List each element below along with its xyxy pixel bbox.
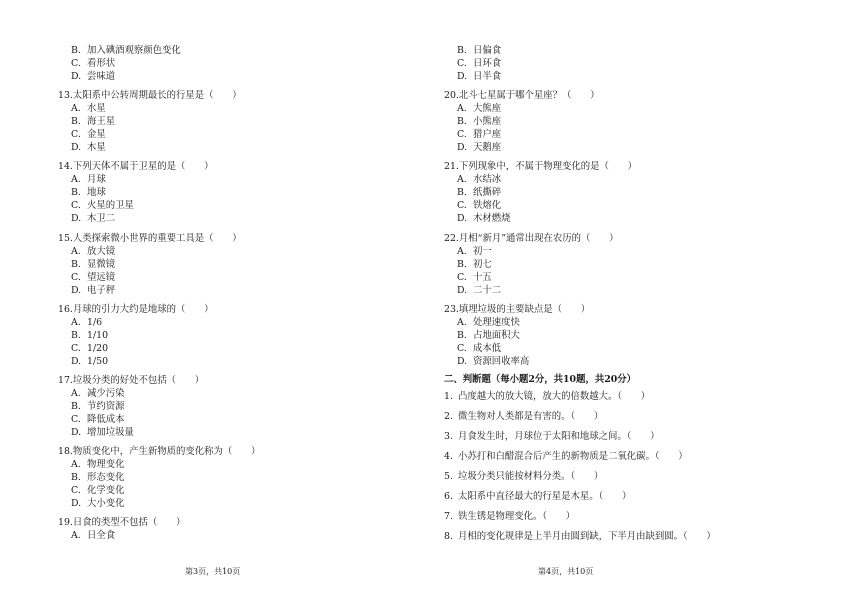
item-text: 小苏打和白醋混合后产生的新物质是二氧化碳。（ ） <box>458 450 688 462</box>
option <box>58 271 388 284</box>
option-text: 资源回收率高 <box>473 355 530 367</box>
option-text: 1/10 <box>87 329 109 341</box>
option-text: 成本低 <box>473 342 502 354</box>
item-number: 8. <box>444 530 453 542</box>
option-text: 水星 <box>87 103 106 115</box>
item-number: 6. <box>444 490 453 502</box>
question-text: 填埋垃圾的主要缺点是（ ） <box>458 303 591 315</box>
option-letter: A. <box>71 387 81 399</box>
option-letter: B. <box>71 329 81 341</box>
item-number: 4. <box>444 450 453 462</box>
option-letter: D. <box>457 213 468 225</box>
option-text: 天鹅座 <box>473 142 502 154</box>
item-text: 微生物对人类都是有害的。（ ） <box>458 410 604 422</box>
option <box>58 44 388 57</box>
left-column <box>58 44 388 542</box>
option <box>58 199 388 212</box>
option-text: 放大镜 <box>87 245 116 257</box>
option <box>444 212 774 225</box>
option <box>444 141 774 154</box>
option <box>444 128 774 141</box>
option <box>444 70 774 83</box>
question-text: 下列天体不属于卫星的是（ ） <box>72 161 214 173</box>
item-text: 垃圾分类只能按材料分类。（ ） <box>458 470 604 482</box>
option-text: 猎户座 <box>473 129 502 141</box>
option-letter: D. <box>71 355 82 367</box>
option-letter: B. <box>71 45 81 56</box>
option <box>58 426 388 439</box>
option-letter: B. <box>457 258 467 270</box>
option-text: 大熊座 <box>473 103 502 115</box>
option-text: 降低成本 <box>87 413 125 425</box>
option <box>58 102 388 115</box>
option-text: 节约资源 <box>87 400 125 412</box>
option <box>58 497 388 510</box>
true-false-item <box>444 467 774 487</box>
option-letter: B. <box>71 258 81 270</box>
option <box>444 199 774 212</box>
option-text: 日偏食 <box>473 45 502 56</box>
option-letter: C. <box>71 129 81 141</box>
option-text: 增加垃圾量 <box>87 426 134 438</box>
option-text: 木卫二 <box>87 213 116 225</box>
question-stem <box>58 445 388 458</box>
question-number: 14. <box>58 161 73 173</box>
option-text: 日半食 <box>473 71 502 82</box>
option <box>444 173 774 186</box>
option <box>58 57 388 70</box>
option-letter: C. <box>71 485 81 497</box>
item-text: 凸度越大的放大镜，放大的倍数越大。（ ） <box>458 390 651 402</box>
option-letter: C. <box>71 413 81 425</box>
option <box>444 271 774 284</box>
option-text: 铁熔化 <box>473 200 502 212</box>
question-text: 月相“新月”通常出现在农历的（ ） <box>458 232 619 244</box>
option <box>444 316 774 329</box>
true-false-item <box>444 407 774 427</box>
option <box>444 245 774 258</box>
option-letter: B. <box>71 472 81 484</box>
option-letter: D. <box>457 71 468 82</box>
option-text: 月球 <box>87 174 106 186</box>
option-text: 海王星 <box>87 116 116 128</box>
option-letter: C. <box>457 58 467 69</box>
option <box>58 115 388 128</box>
question-number: 23. <box>444 303 459 315</box>
option-letter: C. <box>71 200 81 212</box>
option-text: 小熊座 <box>473 116 502 128</box>
question-stem <box>58 516 388 529</box>
option <box>58 186 388 199</box>
question-text: 日食的类型不包括（ ） <box>72 517 186 529</box>
option-letter: C. <box>457 200 467 212</box>
option <box>444 258 774 271</box>
question-text: 物质变化中，产生新物质的变化称为（ ） <box>72 446 261 458</box>
option <box>58 471 388 484</box>
option <box>58 387 388 400</box>
option <box>58 245 388 258</box>
option-letter: C. <box>457 342 467 354</box>
option <box>444 284 774 297</box>
option-text: 二十二 <box>473 284 502 296</box>
option-letter: D. <box>457 355 468 367</box>
item-text: 月食发生时，月球位于太阳和地球之间。（ ） <box>458 430 660 442</box>
option-letter: B. <box>71 187 81 199</box>
option-text: 大小变化 <box>87 498 125 510</box>
question-stem <box>58 160 388 173</box>
option-letter: B. <box>457 116 467 128</box>
option-letter: D. <box>71 213 82 225</box>
question-number: 17. <box>58 374 73 386</box>
option-letter: A. <box>71 316 81 328</box>
question-stem <box>444 303 774 316</box>
option <box>58 355 388 368</box>
true-false-item <box>444 427 774 447</box>
option <box>58 400 388 413</box>
option-text: 纸撕碎 <box>473 187 502 199</box>
option-letter: B. <box>457 329 467 341</box>
option-text: 火星的卫星 <box>87 200 134 212</box>
option-letter: A. <box>71 245 81 257</box>
question-stem <box>58 232 388 245</box>
option-letter: A. <box>71 530 81 542</box>
page-footer-left: 第3页，共10页 <box>185 567 241 576</box>
option-text: 日环食 <box>473 58 502 69</box>
item-number: 2. <box>444 410 453 422</box>
question-stem <box>444 232 774 245</box>
question-text: 下列现象中，不属于物理变化的是（ ） <box>458 161 638 173</box>
option-text: 初七 <box>473 258 492 270</box>
option-letter: A. <box>71 459 81 471</box>
question-stem <box>58 303 388 316</box>
option-text: 尝味道 <box>87 71 116 82</box>
option <box>58 284 388 297</box>
option <box>444 342 774 355</box>
question-stem <box>58 374 388 387</box>
option-text: 化学变化 <box>87 485 125 497</box>
option-text: 显微镜 <box>87 258 116 270</box>
option <box>444 115 774 128</box>
option <box>444 186 774 199</box>
item-number: 5. <box>444 470 453 482</box>
option-letter: D. <box>457 284 468 296</box>
option-text: 十五 <box>473 271 492 283</box>
option-letter: D. <box>457 142 468 154</box>
option <box>58 70 388 83</box>
option-letter: A. <box>457 245 467 257</box>
option-letter: D. <box>71 498 82 510</box>
option <box>58 316 388 329</box>
option-letter: A. <box>457 103 467 115</box>
option <box>58 529 388 542</box>
option-text: 加入碘酒观察颜色变化 <box>87 45 181 56</box>
option-text: 日全食 <box>87 530 116 542</box>
question-text: 北斗七星属于哪个星座？（ ） <box>458 90 600 102</box>
option <box>58 484 388 497</box>
option <box>58 128 388 141</box>
item-text: 铁生锈是物理变化。（ ） <box>458 510 576 522</box>
option-text: 水结冰 <box>473 174 502 186</box>
option <box>444 57 774 70</box>
question-number: 16. <box>58 303 73 315</box>
option <box>58 258 388 271</box>
option <box>444 102 774 115</box>
question-stem <box>444 160 774 173</box>
item-text: 月相的变化规律是上半月由圆到缺，下半月由缺到圆。（ ） <box>458 530 716 542</box>
option <box>444 355 774 368</box>
option-text: 看形状 <box>87 58 116 69</box>
option-letter: A. <box>457 174 467 186</box>
item-text: 太阳系中直径最大的行星是木星。（ ） <box>458 490 632 502</box>
option-letter: D. <box>71 71 82 82</box>
option <box>58 141 388 154</box>
option-letter: A. <box>71 174 81 186</box>
option-text: 处理速度快 <box>473 316 520 328</box>
option <box>58 458 388 471</box>
question-number: 21. <box>444 161 459 173</box>
option-text: 初一 <box>473 245 492 257</box>
option-letter: A. <box>457 316 467 328</box>
option <box>58 413 388 426</box>
question-number: 13. <box>58 90 73 102</box>
question-text: 月球的引力大约是地球的（ ） <box>72 303 214 315</box>
option-text: 望远镜 <box>87 271 116 283</box>
option-text: 1/50 <box>87 355 109 367</box>
option-letter: C. <box>71 271 81 283</box>
option <box>58 173 388 186</box>
option-text: 减少污染 <box>87 387 125 399</box>
question-number: 20. <box>444 90 459 102</box>
question-number: 18. <box>58 446 73 458</box>
option-letter: B. <box>457 45 467 56</box>
question-stem <box>444 89 774 102</box>
true-false-item <box>444 487 774 507</box>
option-text: 金星 <box>87 129 106 141</box>
question-text: 人类探索微小世界的重要工具是（ ） <box>72 232 242 244</box>
option-text: 1/6 <box>87 316 103 328</box>
option-text: 木星 <box>87 142 106 154</box>
option-letter: C. <box>71 58 81 69</box>
right-column <box>444 44 774 547</box>
true-false-item <box>444 527 774 547</box>
option-letter: D. <box>71 284 82 296</box>
item-number: 1. <box>444 390 453 402</box>
question-text: 太阳系中公转周期最长的行星是（ ） <box>72 90 242 102</box>
option-letter: C. <box>71 342 81 354</box>
option-letter: A. <box>71 103 81 115</box>
option <box>58 342 388 355</box>
true-false-item <box>444 447 774 467</box>
option-letter: D. <box>71 142 82 154</box>
item-number: 3. <box>444 430 453 442</box>
question-number: 22. <box>444 232 459 244</box>
option-text: 地球 <box>87 187 106 199</box>
option-letter: C. <box>457 129 467 141</box>
page-footer-right: 第4页，共10页 <box>538 567 594 576</box>
option <box>444 44 774 57</box>
question-number: 19. <box>58 517 73 529</box>
question-stem <box>58 89 388 102</box>
option <box>58 329 388 342</box>
question-text: 垃圾分类的好处不包括（ ） <box>72 374 205 386</box>
option-text: 木材燃烧 <box>473 213 511 225</box>
true-false-item <box>444 387 774 407</box>
section-title: 二、判断题（每小题2分，共10题，共20分） <box>444 373 636 385</box>
option-text: 1/20 <box>87 342 109 354</box>
option-text: 占地面积大 <box>473 329 520 341</box>
option-letter: D. <box>71 426 82 438</box>
option-text: 形态变化 <box>87 472 125 484</box>
option-letter: B. <box>71 400 81 412</box>
item-number: 7. <box>444 510 453 522</box>
option-letter: C. <box>457 271 467 283</box>
option-text: 电子秤 <box>87 284 116 296</box>
option-letter: B. <box>457 187 467 199</box>
true-false-item <box>444 507 774 527</box>
question-number: 15. <box>58 232 73 244</box>
option <box>444 329 774 342</box>
option-letter: B. <box>71 116 81 128</box>
option-text: 物理变化 <box>87 459 125 471</box>
option <box>58 212 388 225</box>
